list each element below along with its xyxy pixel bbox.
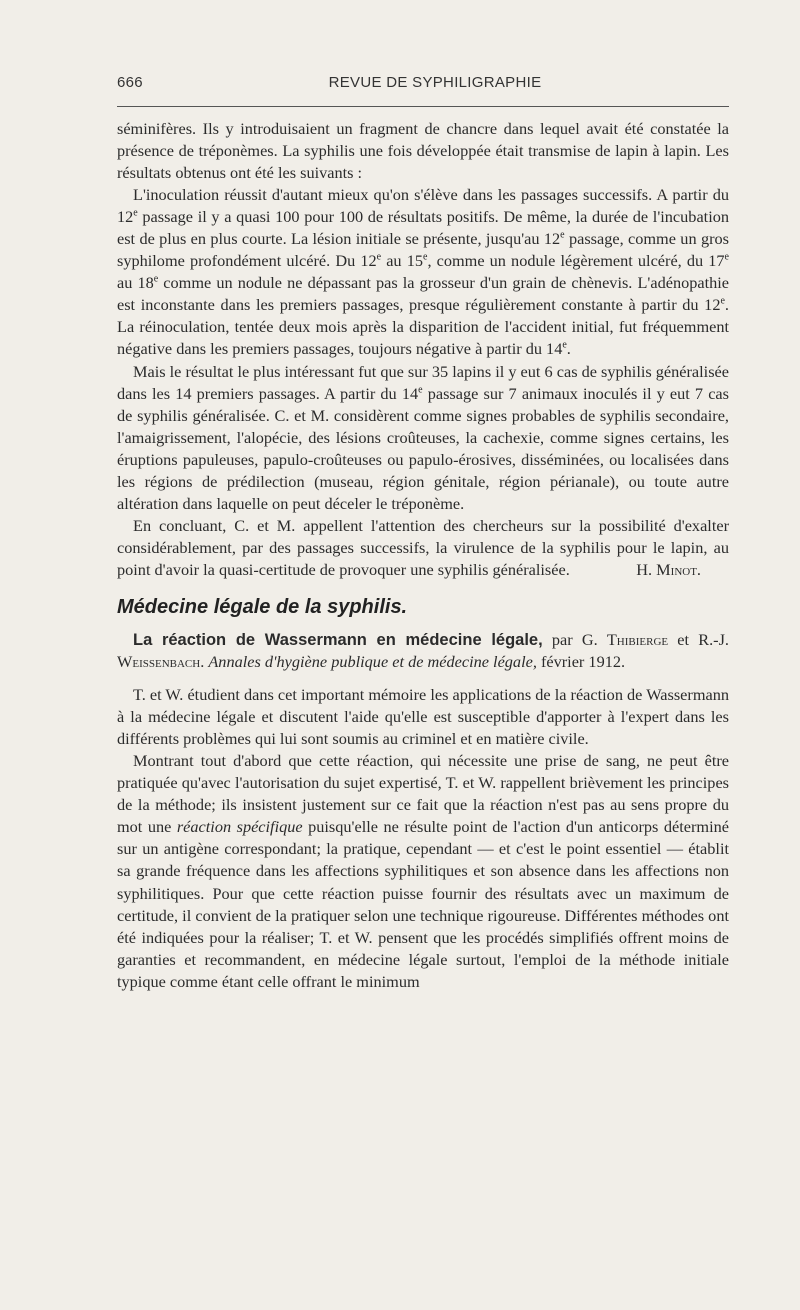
section-title: Médecine légale de la syphilis. — [117, 595, 408, 618]
paragraph-method: Montrant tout d'abord que cette réaction, qui nécessite une prise de sang, ne peut être pratiquée qu'avec l'autorisation du sujet expertisé, T. et W. rappellent brièvement les principes de la méthode; ils insistent justement sur ce fait que la réaction n'est pas au sens propre du mot une réaction spécifique puisqu'elle ne résulte point de l'action d'un anticorps déterminé sur un antigène correspondant; la pratique, cependant — et c'est le point essentiel — établit sa grande fréquence dans les affections syphilitiques et son absence dans les affections non syphilitiques. Pour que cette réaction puisse fournir des résultats avec un maximum de certitude, il convient de la pratiquer selon une technique rigoureuse. Différentes méthodes ont été indiquées pour la réaliser; T. et W. pensent que les procédés simplifiés offrent moins de garanties et recommandent, en médecine légale surtout, l'emploi de la méthode initiale typique comme étant celle offrant le minimum — [117, 751, 729, 991]
header-rule — [117, 106, 729, 107]
article-citation: La réaction de Wassermann en médecine légale, par G. Thibierge et R.-J. Weissenbach. Annales d'hygiène publique et de médecine légale, février 1912. — [117, 629, 729, 672]
journal-name: Annales d'hygiène publique et de médecine légale, — [208, 652, 537, 672]
paragraph-summary: T. et W. étudient dans cet important mémoire les applications de la réaction de Wassermann à la médecine légale et discutent l'aide qu'elle est susceptible d'apporter à l'expert dans les différents problèmes qui lui sont soumis au criminel et en matière civile. — [117, 685, 729, 749]
signature: H. Minot. — [636, 559, 701, 579]
spacer — [117, 673, 729, 684]
author-thibierge: Thibierge — [606, 629, 669, 649]
page-number: 666 — [117, 74, 143, 91]
paragraph-continuation: séminifères. Ils y introduisaient un fragment de chancre dans lequel avait été constatée la présence de tréponèmes. La syphilis une fois développée était transmise de lapin à lapin. Les résultats obtenus ont été les suivants : — [117, 119, 729, 183]
paragraph-results: Mais le résultat le plus intéressant fut que sur 35 lapins il y eut 6 cas de syphilis généralisée dans les 14 premiers passages. A partir du 14e passage sur 7 animaux inoculés il y eut 7 cas de syphilis généralisée. C. et M. considèrent comme signes probables de syphilis secondaire, l'amaigrissement, l'alopécie, des lésions croûteuses, la cachexie, comme signes certains, les éruptions papuleuses, papulo-croûteuses ou papulo-érosives, disséminées, ou localisées dans les régions de prédilection (museau, région génitale, région périanale), ou toute autre altération dans laquelle on peut déceler le tréponème. — [117, 361, 729, 513]
paragraph-conclusion: En concluant, C. et M. appellent l'attention des chercheurs sur la possibilité d'exalter considérablement, par des passages successifs, la virulence de la syphilis pour le lapin, au point d'avoir la quasi-certitude de provoquer une syphilis généralisée. H. Minot. — [117, 515, 729, 581]
page-header — [117, 74, 729, 94]
article-title: La réaction de Wassermann en médecine légale, — [133, 630, 543, 649]
author-weissenbach: Weissenbach — [117, 652, 201, 672]
paragraph-inoculation: L'inoculation réussit d'autant mieux qu'on s'élève dans les passages successifs. A partir du 12e passage il y a quasi 100 pour 100 de résultats positifs. De même, la durée de l'incubation est de plus en plus courte. La lésion initiale se présente, jusqu'au 12e passage, comme un gros syphilome profondément ulcéré. Du 12e au 15e, comme un nodule légèrement ulcéré, du 17e au 18e comme un nodule ne dépassant pas la grosseur d'un grain de chènevis. L'adénopathie est inconstante dans les premiers passages, presque régulièrement constante à partir du 12e. La réinoculation, tentée deux mois après la disparition de l'accident initial, fut fréquemment négative dans les premiers passages, toujours négative à partir du 14e. — [117, 185, 730, 359]
body-text — [117, 118, 729, 993]
running-head: REVUE DE SYPHILIGRAPHIE — [328, 74, 542, 91]
